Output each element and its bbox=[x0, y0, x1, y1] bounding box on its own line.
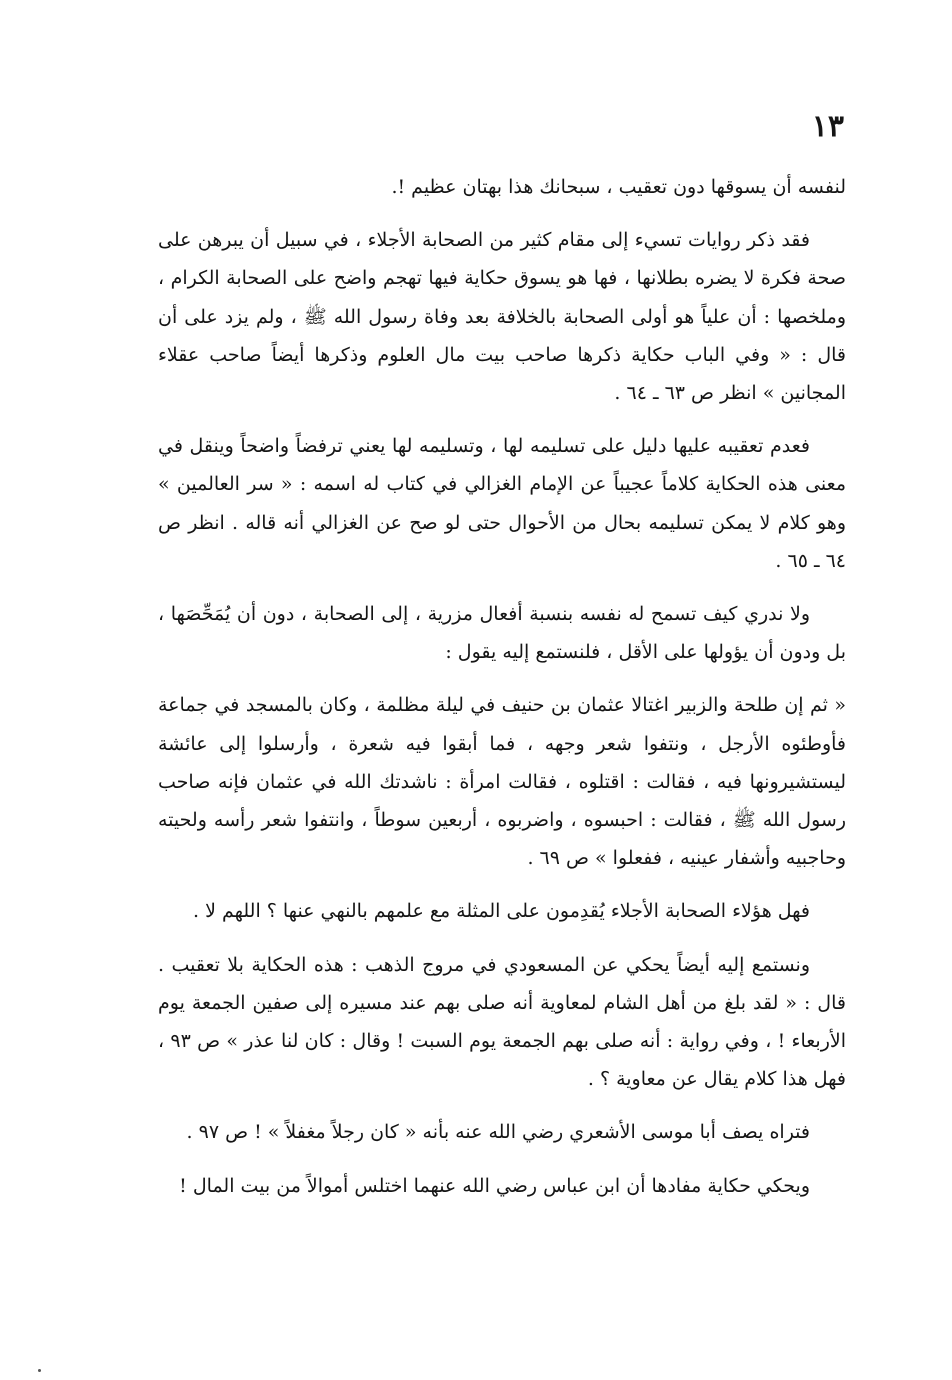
paragraph-6: فهل هؤلاء الصحابة الأجلاء يُقدِمون على المثلة مع علمهم بالنهي عنها ؟ اللهم لا . bbox=[193, 900, 810, 923]
body-text bbox=[158, 168, 846, 1220]
paragraph-4: ولا ندري كيف تسمح له نفسه بنسبة أفعال مزرية ، إلى الصحابة ، دون أن يُمَحِّصَها ، بل ودون أن يؤولها على الأقل ، فلنستمع إليه يقول : bbox=[158, 603, 846, 664]
paragraph-3: فعدم تعقيبه عليها دليل على تسليمه لها ، وتسليمه لها يعني ترفضاً واضحاً وينقل في معنى هذه الحكاية كلاماً عجيباً عن الإمام الغزالي في كتاب له اسمه : « سر العالمين » وهو كلام لا يمكن تسليمه بحال من الأحوال حتى لو صح عن الغزالي أنه قاله . انظر ص ٦٤ ـ ٦٥ . bbox=[158, 435, 846, 572]
paragraph-8: فتراه يصف أبا موسى الأشعري رضي الله عنه بأنه « كان رجلاً مغفلاً » ! ص ٩٧ . bbox=[186, 1121, 810, 1144]
page-number: ١٣ bbox=[811, 109, 844, 144]
scan-speck bbox=[38, 1369, 41, 1372]
paragraph-7: ونستمع إليه أيضاً يحكي عن المسعودي في مروج الذهب : هذه الحكاية بلا تعقيب . قال : « لقد بلغ من أهل الشام لمعاوية أنه صلى بهم عند مسيره إلى صفين الجمعة يوم الأربعاء ! ، وفي رواية : أنه صلى بهم الجمعة يوم السبت ! وقال : كان لنا عذر » ص ٩٣ ، فهل هذا كلام يقال عن معاوية ؟ . bbox=[158, 953, 847, 1091]
paragraph-2: فقد ذكر روايات تسيء إلى مقام كثير من الصحابة الأجلاء ، في سبيل أن يبرهن على صحة فكرة لا يضره بطلانها ، فها هو يسوق حكاية فيها تهجم واضح على الصحابة الكرام ، وملخصها : أن علياً هو أولى الصحابة بالخلافة بعد وفاة رسول الله ﷺ ، ولم يزد على أن قال : « وفي الباب حكاية ذكرها صاحب بيت مال العلوم وذكرها أيضاً صاحب عقلاء المجانين » انظر ص ٦٣ ـ ٦٤ . bbox=[158, 229, 846, 405]
quoted-paragraph: « ثم إن طلحة والزبير اغتالا عثمان بن حنيف في ليلة مظلمة ، وكان بالمسجد في جماعة فأوطئوه الأرجل ، ونتفوا شعر وجهه ، فما أبقوا فيه شعرة ، وأرسلوا إلى عائشة ليستشيرونها فيه ، فقالت : اقتلوه ، فقالت امرأة : ناشدتك الله في عثمان فإنه صاحب رسول الله ﷺ ، فقالت : احبسوه ، واضربوه ، أربعين سوطاً ، وانتفوا شعر رأسه ولحيته وحاجبيه وأشفار عينيه ، ففعلوا » ص ٦٩ . bbox=[158, 694, 846, 870]
paragraph-9: ويحكي حكاية مفادها أن ابن عباس رضي الله عنهما اختلس أموالاً من بيت المال ! bbox=[179, 1174, 810, 1197]
paragraph-1: لنفسه أن يسوقها دون تعقيب ، سبحانك هذا بهتان عظيم !. bbox=[391, 176, 846, 198]
